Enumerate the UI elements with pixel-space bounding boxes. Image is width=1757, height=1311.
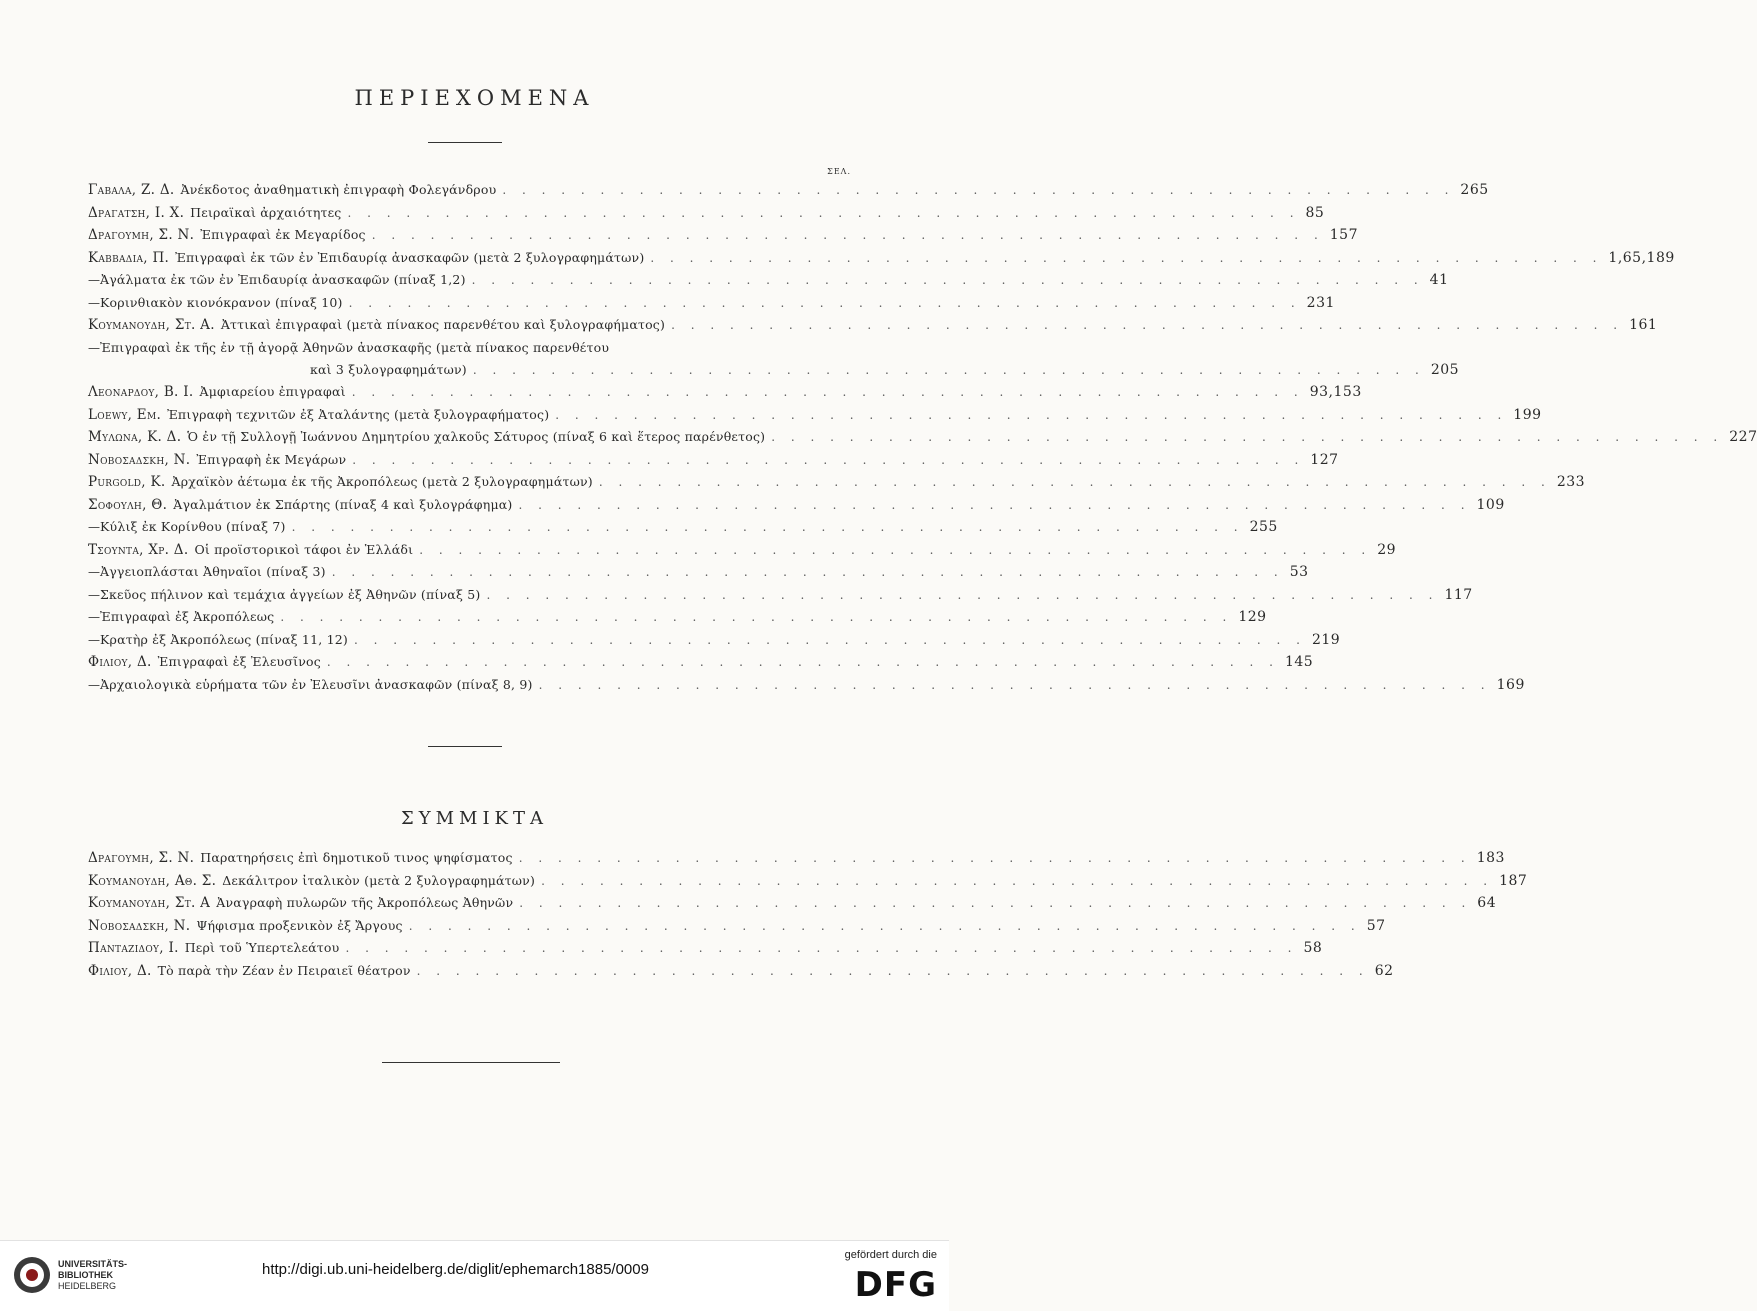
leader-dots: . . . . . . . . . . . . . . . . . . . . . . . . . . . . . . . . . . . . . . . . . . . . . . . . . — [347, 205, 1300, 220]
author-name: Λεοναρδου, Β. Ι. — [88, 384, 194, 400]
toc-row — [88, 204, 1325, 228]
leader-dots: . . . . . . . . . . . . . . . . . . . . . . . . . . . . . . . . . . . . . . . . . . . . . . . . . — [486, 587, 1439, 602]
page-number: 161 — [1629, 317, 1658, 333]
entry-title: Περὶ τοῦ Ὑπερτελεάτου — [184, 940, 340, 955]
author-name: Σοφουλη, Θ. — [88, 496, 168, 513]
entry-title: Παρατηρήσεις ἐπὶ δημοτικοῦ τινος ψηφίσματος — [200, 850, 513, 865]
toc-row — [88, 940, 1323, 963]
toc-row — [88, 962, 1394, 986]
leader-dots: . . . . . . . . . . . . . . . . . . . . . . . . . . . . . . . . . . . . . . . . . . . . . . . . . — [671, 318, 1624, 332]
page-number: 93,153 — [1309, 384, 1362, 400]
source-url[interactable]: http://digi.ub.uni-heidelberg.de/diglit/ephemarch1885/0009 — [262, 1261, 649, 1278]
toc-row — [88, 586, 1473, 610]
toc-row — [88, 676, 1525, 700]
entry-title: Ἀνέκδοτος ἀναθηματικὴ ἐπιγραφὴ Φολεγάνδρου — [180, 182, 497, 197]
author-name: Κουμανουδη, Στ. Α — [88, 895, 211, 911]
leader-dots: . . . . . . . . . . . . . . . . . . . . . . . . . . . . . . . . . . . . . . . . . . . . . . . . . — [771, 430, 1724, 444]
entry-title: Ἀρχαιολογικὰ εὑρήματα τῶν ἐν Ἐλευσῖνι ἀνασκαφῶν (πίναξ 8, 9) — [100, 676, 533, 692]
page-number: 231 — [1306, 294, 1335, 311]
toc-row — [88, 227, 1358, 250]
leader-dots: . . . . . . . . . . . . . . . . . . . . . . . . . . . . . . . . . . . . . . . . . . . . . . . . . — [280, 610, 1233, 624]
entry-title: Κύλιξ ἐκ Κορίνθου (πίναξ 7) — [100, 519, 286, 534]
toc-row — [88, 182, 1489, 205]
funding-note: gefördert durch die — [844, 1249, 937, 1261]
leader-dots: . . . . . . . . . . . . . . . . . . . . . . . . . . . . . . . . . . . . . . . . . . . . . . . . . — [348, 295, 1301, 310]
entry-title: Ἐπιγραφαὶ ἐκ τῶν ἐν Ἐπιδαυρίᾳ ἀνασκαφῶν (μετὰ 2 ξυλογραφημάτων) — [175, 249, 645, 265]
page-number: 62 — [1374, 962, 1394, 979]
author-name: Δραγατση, Ι. Χ. — [88, 204, 185, 221]
page-number: 41 — [1429, 272, 1449, 288]
university-seal-icon — [12, 1255, 52, 1295]
toc-row — [88, 654, 1314, 677]
entry-title: Ψήφισμα προξενικὸν ἐξ Ἄργους — [196, 917, 403, 933]
ditto-dash: — — [88, 340, 100, 355]
page-number: 219 — [1311, 631, 1341, 648]
leader-dots: . . . . . . . . . . . . . . . . . . . . . . . . . . . . . . . . . . . . . . . . . . . . . . . . . — [555, 407, 1508, 422]
page-number: 205 — [1430, 362, 1460, 378]
entry-title: Ἐπιγραφὴ ἐκ Μεγάρων — [196, 451, 347, 467]
page-number: 183 — [1476, 850, 1505, 866]
entry-title: Ἀναγραφὴ πυλωρῶν τῆς Ἀκροπόλεως Ἀθηνῶν — [216, 895, 514, 910]
ditto-dash: — — [88, 632, 100, 647]
author-name: Καββαδια, Π. — [88, 249, 170, 266]
leader-dots: . . . . . . . . . . . . . . . . . . . . . . . . . . . . . . . . . . . . . . . . . . . . . . . . . — [538, 677, 1491, 692]
page-number: 255 — [1249, 519, 1278, 535]
leader-dots: . . . . . . . . . . . . . . . . . . . . . . . . . . . . . . . . . . . . . . . . . . . . . . . . . — [519, 896, 1472, 910]
entry-title: Ἀττικαὶ ἐπιγραφαὶ (μετὰ πίνακος παρενθέτου καὶ ξυλογραφήματος) — [220, 317, 666, 332]
toc-row — [88, 362, 1460, 384]
entry-title: Οἱ προϊστορικοὶ τάφοι ἐν Ἑλλάδι — [194, 541, 414, 557]
toc-row — [88, 451, 1339, 475]
leader-dots: . . . . . . . . . . . . . . . . . . . . . . . . . . . . . . . . . . . . . . . . . . . . . . . . . — [502, 183, 1455, 197]
author-name: Φιλιου, Δ. — [88, 654, 152, 670]
entry-title: Σκεῦος πήλινον καὶ τεμάχια ἀγγείων ἐξ Ἀθηνῶν (πίναξ 5) — [100, 586, 481, 602]
author-name: Κουμανουδη, Αθ. Σ. — [88, 872, 217, 889]
page-title: ΠΕΡΙΕΧΟΜΕΝΑ — [354, 86, 595, 110]
leader-dots: . . . . . . . . . . . . . . . . . . . . . . . . . . . . . . . . . . . . . . . . . . . . . . . . . — [408, 918, 1361, 933]
leader-dots: . . . . . . . . . . . . . . . . . . . . . . . . . . . . . . . . . . . . . . . . . . . . . . . . . — [351, 385, 1304, 399]
author-name: Μυλωνα, Κ. Δ. — [88, 429, 182, 445]
toc-row — [88, 340, 851, 363]
toc-row — [88, 384, 1362, 407]
entry-title: Δεκάλιτρον ἰταλικὸν (μετὰ 2 ξυλογραφημάτων) — [222, 872, 536, 888]
entry-title: Ἐπιγραφαὶ ἐκ τῆς ἐν τῇ ἀγορᾷ Ἀθηνῶν ἀνασκαφῆς (μετὰ πίνακος παρενθέτου — [100, 339, 610, 355]
page-number: 265 — [1460, 182, 1489, 198]
page-number: 64 — [1477, 895, 1497, 911]
page-number: 57 — [1366, 917, 1386, 934]
page-number: 109 — [1476, 496, 1505, 513]
page-number: 157 — [1329, 227, 1358, 243]
leader-dots: . . . . . . . . . . . . . . . . . . . . . . . . . . . . . . . . . . . . . . . . . . . . . . . . . — [371, 228, 1324, 242]
entry-title: Ἀμφιαρείου ἐπιγραφαὶ — [199, 384, 346, 399]
ditto-dash: — — [88, 295, 100, 310]
page-number: 58 — [1303, 940, 1323, 956]
toc-row — [88, 272, 1449, 295]
page-number: 117 — [1444, 586, 1473, 603]
author-name: Δραγουμη, Σ. Ν. — [88, 227, 195, 243]
author-name: Τσουντα, Χρ. Δ. — [88, 541, 189, 558]
toc-row — [88, 541, 1397, 565]
author-name: Νοβοσαδσκη, Ν. — [88, 451, 191, 468]
leader-dots: . . . . . . . . . . . . . . . . . . . . . . . . . . . . . . . . . . . . . . . . . . . . . . . . . — [518, 497, 1471, 512]
page-number: 85 — [1305, 204, 1325, 221]
leader-dots: . . . . . . . . . . . . . . . . . . . . . . . . . . . . . . . . . . . . . . . . . . . . . . . . . — [419, 542, 1372, 557]
leader-dots: . . . . . . . . . . . . . . . . . . . . . . . . . . . . . . . . . . . . . . . . . . . . . . . . . — [326, 655, 1279, 669]
leader-dots: . . . . . . . . . . . . . . . . . . . . . . . . . . . . . . . . . . . . . . . . . . . . . . . . . — [541, 873, 1494, 888]
library-name: UNIVERSITÄTS- BIBLIOTHEK HEIDELBERG — [58, 1259, 128, 1291]
author-name: Γαβαλα, Ζ. Δ. — [88, 182, 175, 198]
dfg-logo: DFG — [854, 1265, 937, 1305]
symmikta-title: ΣΥΜΜΙΚΤΑ — [400, 808, 549, 829]
leader-dots: . . . . . . . . . . . . . . . . . . . . . . . . . . . . . . . . . . . . . . . . . . . . . . . . . — [650, 250, 1603, 265]
entry-title: Ἐπιγραφὴ τεχνιτῶν ἐξ Ἀταλάντης (μετὰ ξυλογραφήματος) — [167, 406, 550, 422]
title-rule — [428, 142, 502, 143]
entry-title: Κρατὴρ ἐξ Ἀκροπόλεως (πίναξ 11, 12) — [100, 631, 348, 647]
leader-dots: . . . . . . . . . . . . . . . . . . . . . . . . . . . . . . . . . . . . . . . . . . . . . . . . . — [331, 565, 1284, 579]
entry-title: Ἀγάλματα ἐκ τῶν ἐν Ἐπιδαυρίᾳ ἀνασκαφῶν (πίναξ 1,2) — [100, 272, 466, 287]
ditto-dash: — — [88, 610, 100, 624]
leader-dots: . . . . . . . . . . . . . . . . . . . . . . . . . . . . . . . . . . . . . . . . . . . . . . . . . — [471, 273, 1424, 287]
toc-row — [88, 564, 1309, 587]
symmikta-list — [88, 850, 1528, 985]
ditto-dash: — — [88, 677, 100, 692]
author-name: Δραγουμη, Σ. Ν. — [88, 850, 195, 866]
page-column-label: ΣΕΛ. — [827, 167, 851, 176]
entry-title: Πειραϊκαὶ ἀρχαιότητες — [190, 204, 342, 220]
ditto-dash: — — [88, 565, 100, 579]
leader-dots: . . . . . . . . . . . . . . . . . . . . . . . . . . . . . . . . . . . . . . . . . . . . . . . . . — [416, 963, 1369, 978]
author-name: Νοβοσαδσκη, Ν. — [88, 917, 191, 934]
page-number: 169 — [1496, 676, 1525, 693]
entry-title: Ἐπιγραφαὶ ἐξ Ἀκροπόλεως — [100, 609, 275, 624]
entry-title: Τὸ παρὰ τὴν Ζέαν ἐν Πειραιεῖ θέατρον — [157, 962, 411, 978]
leader-dots: . . . . . . . . . . . . . . . . . . . . . . . . . . . . . . . . . . . . . . . . . . . . . . . . . — [352, 452, 1305, 467]
toc-row — [88, 249, 1675, 273]
leader-dots: . . . . . . . . . . . . . . . . . . . . . . . . . . . . . . . . . . . . . . . . . . . . . . . . . — [472, 363, 1425, 377]
page-number: 29 — [1377, 541, 1397, 558]
entry-title: Κορινθιακὸν κιονόκρανον (πίναξ 10) — [100, 294, 343, 310]
entry-title: Ὁ ἐν τῇ Συλλογῇ Ἰωάννου Δημητρίου χαλκοῦς Σάτυρος (πίναξ 6 καὶ ἕτερος παρένθετος) — [187, 429, 766, 444]
toc-row — [88, 519, 1278, 542]
end-rule — [382, 1062, 560, 1063]
ditto-dash: — — [88, 520, 100, 534]
leader-dots: . . . . . . . . . . . . . . . . . . . . . . . . . . . . . . . . . . . . . . . . . . . . . . . . . — [598, 475, 1551, 489]
author-name: Purgold, K. — [88, 474, 166, 490]
page-number: 145 — [1284, 654, 1314, 670]
toc-row — [88, 895, 1497, 918]
entry-title: Ἀγγειοπλάσται Ἀθηναῖοι (πίναξ 3) — [100, 564, 326, 579]
leader-dots: . . . . . . . . . . . . . . . . . . . . . . . . . . . . . . . . . . . . . . . . . . . . . . . . . — [291, 520, 1244, 534]
page-number: 53 — [1289, 564, 1309, 580]
toc-row — [88, 917, 1386, 941]
leader-dots: . . . . . . . . . . . . . . . . . . . . . . . . . . . . . . . . . . . . . . . . . . . . . . . . . — [518, 851, 1471, 865]
toc-row — [88, 850, 1505, 873]
toc-row — [88, 474, 1586, 497]
entry-title: Ἐπιγραφαὶ ἐξ Ἐλευσῖνος — [157, 654, 321, 669]
entry-title: Ἐπιγραφαὶ ἐκ Μεγαρίδος — [200, 227, 366, 242]
ditto-dash: — — [88, 587, 100, 602]
entry-title: Ἀγαλμάτιον ἐκ Σπάρτης (πίναξ 4 καὶ ξυλογράφημα) — [173, 496, 513, 512]
toc-row — [88, 429, 1757, 452]
author-name: Φιλιου, Δ. — [88, 962, 152, 979]
entry-title: Ἀρχαϊκὸν ἀέτωμα ἐκ τῆς Ἀκροπόλεως (μετὰ 2 ξυλογραφημάτων) — [171, 474, 593, 489]
toc-row — [88, 294, 1335, 318]
page-number: 187 — [1499, 872, 1528, 889]
leader-dots: . . . . . . . . . . . . . . . . . . . . . . . . . . . . . . . . . . . . . . . . . . . . . . . . . — [345, 941, 1298, 955]
page-number: 227 — [1729, 429, 1757, 445]
toc-row — [88, 609, 1267, 632]
page-number: 199 — [1513, 406, 1542, 423]
leader-dots: . . . . . . . . . . . . . . . . . . . . . . . . . . . . . . . . . . . . . . . . . . . . . . . . . — [353, 632, 1306, 647]
author-name: Κουμανουδη, Στ. Α. — [88, 317, 215, 333]
page-number: 129 — [1238, 609, 1267, 625]
page-number: 233 — [1556, 474, 1586, 490]
author-name: Πανταζιδου, Ι. — [88, 940, 179, 956]
toc-row — [88, 317, 1658, 340]
toc-row — [88, 631, 1341, 655]
entry-title: καὶ 3 ξυλογραφημάτων) — [310, 362, 467, 377]
contents-list — [88, 182, 1757, 699]
section-rule — [428, 746, 502, 747]
toc-row — [88, 496, 1505, 520]
toc-row — [88, 872, 1528, 896]
ditto-dash: — — [88, 273, 100, 287]
page-number: 127 — [1310, 451, 1339, 468]
footer-bar — [0, 1240, 949, 1311]
toc-row — [88, 406, 1542, 430]
author-name: Loewy, Em. — [88, 406, 162, 423]
page-number: 1,65,189 — [1608, 249, 1675, 266]
